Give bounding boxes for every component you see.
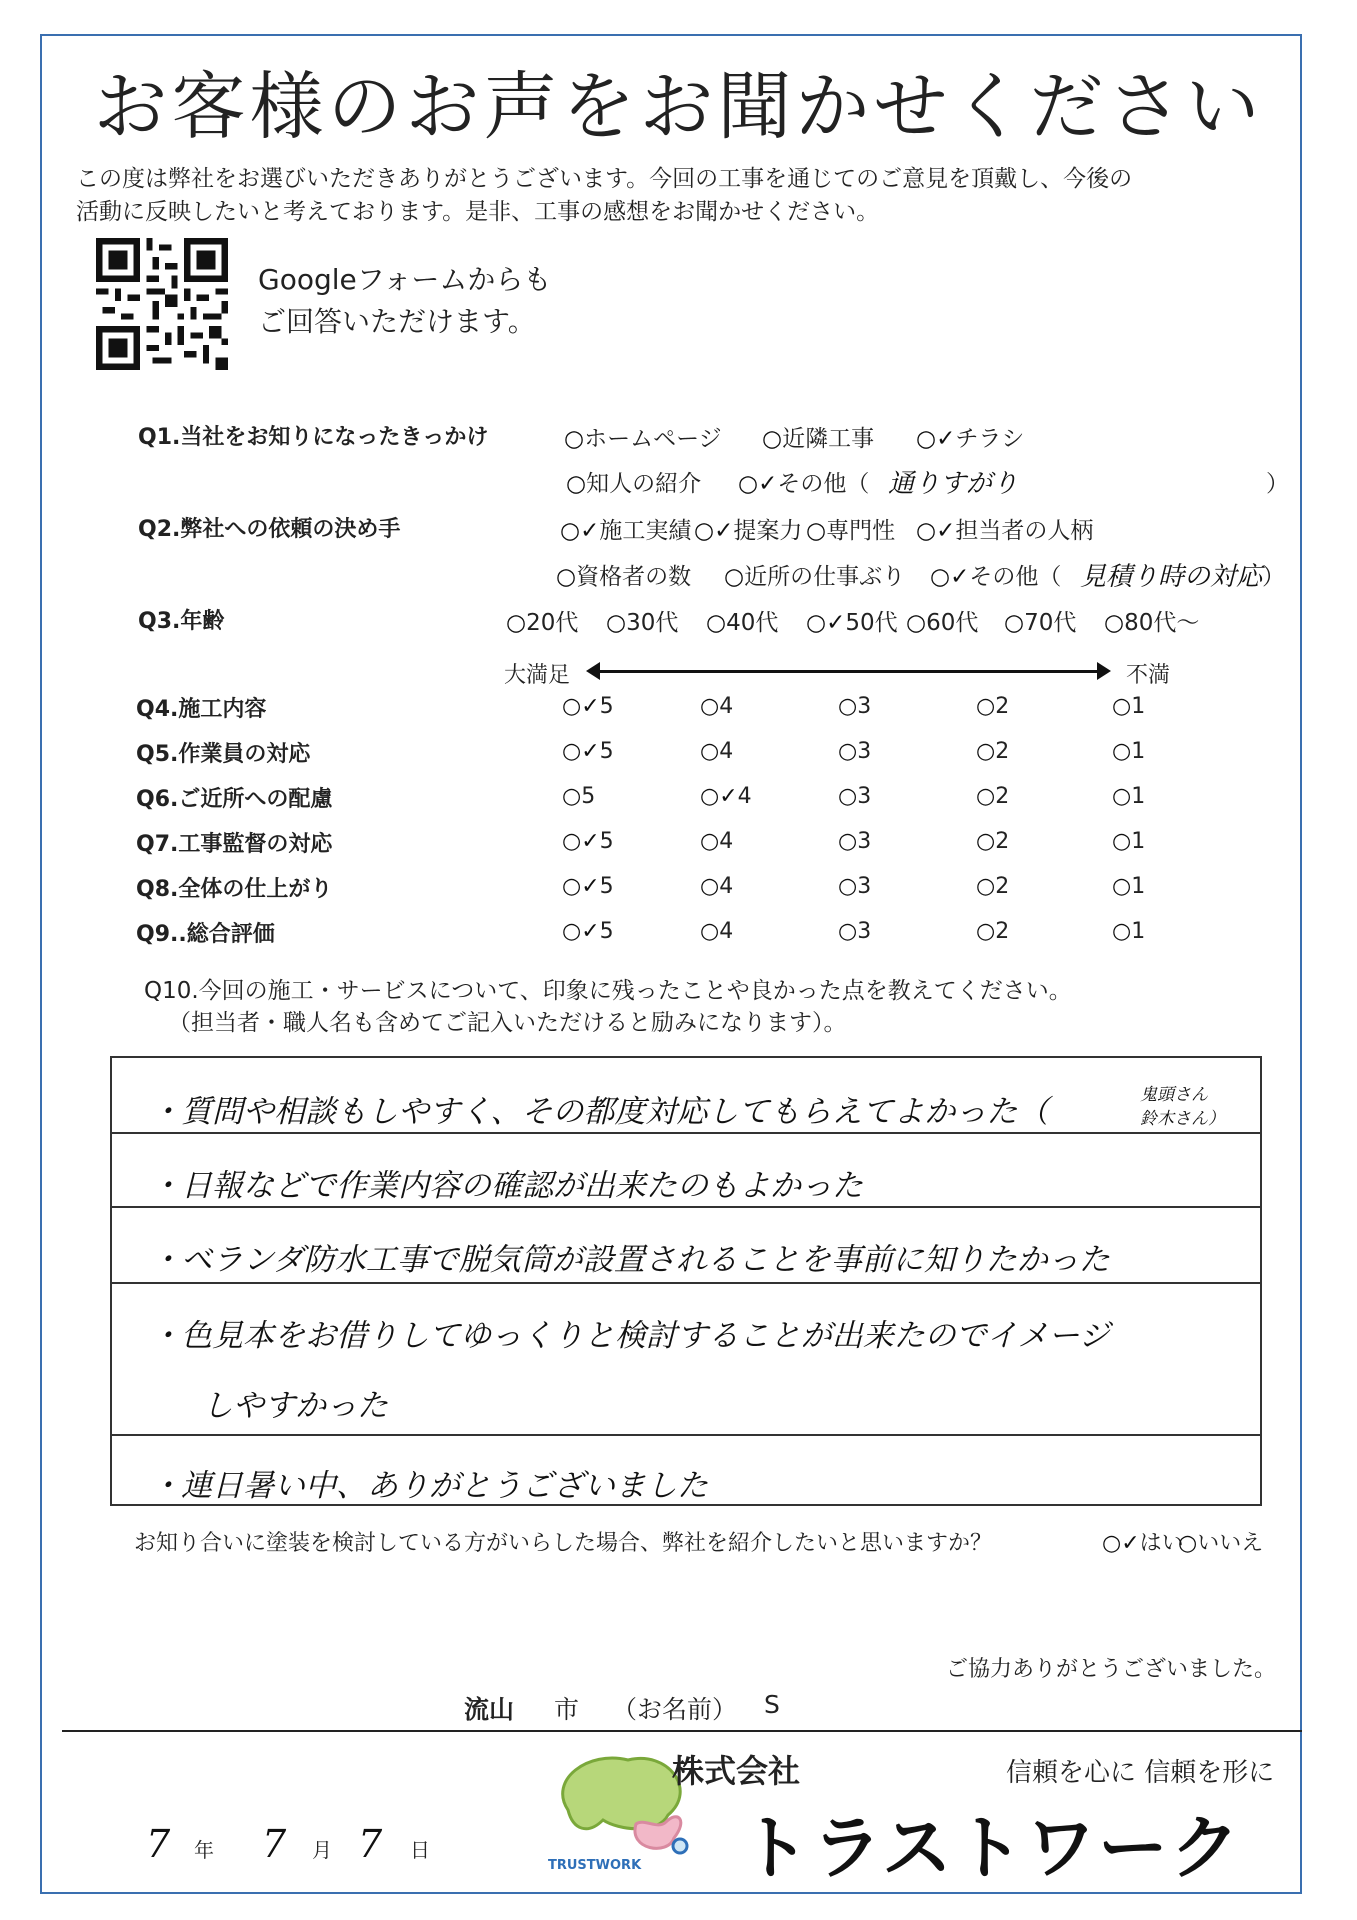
rating-option[interactable] — [838, 829, 871, 854]
rating-option[interactable] — [976, 829, 1009, 854]
answer-line: ・色見本をお借りしてゆっくりと検討することが出来たのでイメージ — [150, 1318, 1110, 1354]
rating-value: 2 — [995, 784, 1010, 809]
rating-mark: ○ — [700, 739, 720, 764]
q1-label: Q1.当社をお知りになったきっかけ — [138, 425, 489, 450]
q2-option[interactable]: ○専門性 — [806, 518, 896, 544]
date-year[interactable]: 7 — [146, 1822, 171, 1866]
q2-mark: ○ — [556, 564, 577, 590]
q1-option[interactable]: ○✓チラシ — [916, 426, 1025, 452]
rating-value: 5 — [599, 694, 614, 719]
q1-option[interactable]: ○近隣工事 — [762, 426, 875, 452]
rating-mark: ○ — [700, 829, 720, 854]
rating-mark: ○ — [838, 919, 858, 944]
rating-value: 4 — [737, 784, 752, 809]
rating-value: 1 — [1131, 829, 1146, 854]
rating-mark: ○✓ — [700, 784, 738, 809]
rating-option[interactable] — [838, 694, 871, 719]
rating-value: 4 — [719, 739, 734, 764]
q2-label: Q2.弊社への依頼の決め手 — [138, 517, 401, 542]
rating-value: 2 — [995, 919, 1010, 944]
rating-mark: ○ — [1112, 829, 1132, 854]
rating-value: 3 — [857, 919, 872, 944]
rating-option[interactable] — [976, 694, 1009, 719]
date-day-unit: 日 — [410, 1838, 430, 1862]
q10-question: Q10.今回の施工・サービスについて、印象に残ったことや良かった点を教えてください。 — [144, 978, 1072, 1004]
q3-option[interactable]: ○20代 — [506, 610, 579, 636]
scale-left-label: 大満足 — [504, 663, 571, 688]
rating-value: 4 — [719, 919, 734, 944]
rating-value: 2 — [995, 739, 1010, 764]
brand-kabushiki: 株式会社 — [672, 1752, 801, 1790]
rating-mark: ○ — [700, 694, 720, 719]
rating-option[interactable] — [838, 739, 871, 764]
q3-mark: ○ — [1004, 610, 1025, 636]
rating-option[interactable] — [562, 874, 614, 899]
rating-value: 1 — [1131, 784, 1146, 809]
q1-mark: ○✓ — [916, 426, 956, 452]
rating-option[interactable] — [562, 919, 614, 944]
q2-option[interactable]: ○✓その他（ — [930, 564, 1062, 590]
answer-line: ・ベランダ防水工事で脱気筒が設置されることを事前に知りたかった — [150, 1242, 1110, 1278]
date-month-unit: 月 — [312, 1838, 332, 1862]
rating-option[interactable] — [838, 784, 871, 809]
rating-value: 4 — [719, 694, 734, 719]
q2-mark: ○✓ — [916, 518, 956, 544]
q3-mark: ○ — [1104, 610, 1125, 636]
q2-option[interactable]: ○✓担当者の人柄 — [916, 518, 1094, 544]
q1-mark: ○✓ — [738, 471, 778, 497]
rating-mark: ○ — [1112, 739, 1132, 764]
page-title: お客様のお声をお聞かせください — [93, 64, 1264, 150]
q2-option[interactable]: ○資格者の数 — [556, 564, 692, 590]
q1-option[interactable]: ○✓その他（ — [738, 471, 870, 497]
rating-option[interactable] — [1112, 874, 1145, 899]
answer-rule — [112, 1434, 1260, 1436]
rating-label: Q6.ご近所への配慮 — [136, 787, 333, 812]
q2-other-text[interactable]: 見積り時の対応 — [1080, 562, 1263, 592]
q3-option[interactable]: ○60代 — [906, 610, 979, 636]
referral-yes-mark: ○✓ — [1102, 1531, 1140, 1556]
q2-option[interactable]: ○近所の仕事ぶり — [724, 564, 906, 590]
rating-mark: ○ — [976, 829, 996, 854]
q3-label: Q3.年齢 — [138, 609, 225, 634]
brand-name: トラストワーク — [740, 1807, 1242, 1889]
rating-value: 5 — [599, 874, 614, 899]
q1-other-text[interactable]: 通りすがり — [888, 469, 1019, 499]
rating-mark: ○ — [976, 784, 996, 809]
rating-option[interactable] — [700, 829, 733, 854]
rating-value: 5 — [581, 784, 596, 809]
q3-mark: ○✓ — [806, 610, 846, 636]
customer-name[interactable]: S — [764, 1690, 780, 1719]
intro-line-2: 活動に反映したいと考えております。是非、工事の感想をお聞かせください。 — [76, 199, 880, 225]
referral-no-option[interactable]: ○いいえ — [1178, 1531, 1264, 1556]
qr-caption-line-1: Googleフォームからも — [258, 263, 552, 296]
rating-mark: ○ — [1112, 919, 1132, 944]
rating-value: 4 — [719, 874, 734, 899]
rating-label: Q9..総合評価 — [136, 922, 275, 947]
rating-option[interactable] — [1112, 919, 1145, 944]
answer-line: ・連日暑い中、ありがとうございました — [150, 1468, 708, 1504]
answer-rule — [112, 1132, 1260, 1134]
answer-names-top: 鬼頭さん — [1140, 1085, 1208, 1105]
rating-value: 1 — [1131, 694, 1146, 719]
q3-option[interactable]: ○30代 — [606, 610, 679, 636]
rating-option[interactable] — [700, 874, 733, 899]
rating-mark: ○ — [976, 694, 996, 719]
scale-right-label: 不満 — [1126, 663, 1171, 688]
q10-note: （担当者・職人名も含めてご記入いただけると励みになります）。 — [168, 1010, 847, 1036]
q2-close-paren: ） — [1262, 564, 1285, 590]
rating-label: Q8.全体の仕上がり — [136, 877, 333, 902]
rating-value: 3 — [857, 739, 872, 764]
rating-option[interactable] — [976, 784, 1009, 809]
rating-option[interactable] — [562, 739, 614, 764]
rating-value: 3 — [857, 784, 872, 809]
answer-line: しやすかった — [202, 1388, 388, 1424]
answer-line: ・質問や相談もしやすく、その都度対応してもらえてよかった（ — [150, 1094, 1049, 1130]
footer-rule — [62, 1730, 1302, 1732]
rating-value: 1 — [1131, 919, 1146, 944]
rating-mark: ○✓ — [562, 829, 600, 854]
q1-mark: ○ — [762, 426, 783, 452]
q1-mark: ○ — [566, 471, 587, 497]
rating-mark: ○ — [838, 874, 858, 899]
rating-option[interactable] — [700, 694, 733, 719]
thanks-text: ご協力ありがとうございました。 — [946, 1657, 1277, 1682]
intro-line-1: この度は弊社をお選びいただきありがとうございます。今回の工事を通じてのご意見を頂戴し、今後の — [76, 166, 1133, 192]
rating-mark: ○ — [976, 739, 996, 764]
rating-option[interactable] — [1112, 694, 1145, 719]
rating-value: 4 — [719, 829, 734, 854]
arrow-right-icon — [1097, 662, 1111, 680]
referral-question: お知り合いに塗装を検討している方がいらした場合、弊社を紹介したいと思いますか？ — [134, 1531, 993, 1556]
referral-no-mark: ○ — [1178, 1531, 1198, 1556]
rating-option[interactable] — [838, 874, 871, 899]
q2-mark: ○ — [806, 518, 827, 544]
rating-value: 3 — [857, 874, 872, 899]
q3-option[interactable]: ○70代 — [1004, 610, 1077, 636]
q1-mark: ○ — [564, 426, 585, 452]
answer-rule — [112, 1282, 1260, 1284]
brand-subtitle: TRUSTWORK — [548, 1858, 642, 1873]
date-month[interactable]: 7 — [262, 1822, 287, 1866]
rating-option[interactable] — [562, 829, 614, 854]
rating-mark: ○✓ — [562, 919, 600, 944]
date-year-unit: 年 — [194, 1838, 214, 1862]
q1-close-paren: ） — [1266, 471, 1289, 497]
rating-mark: ○ — [838, 784, 858, 809]
answer-rule — [112, 1206, 1260, 1208]
q2-option[interactable]: ○✓施工実績 — [560, 518, 692, 544]
scale-arrow — [597, 670, 1097, 673]
rating-value: 2 — [995, 694, 1010, 719]
rating-mark: ○ — [976, 919, 996, 944]
rating-mark: ○✓ — [562, 739, 600, 764]
rating-value: 5 — [599, 739, 614, 764]
q2-option[interactable]: ○✓提案力 — [694, 518, 803, 544]
q3-mark: ○ — [506, 610, 527, 636]
rating-value: 1 — [1131, 874, 1146, 899]
name-label: （お名前） — [612, 1695, 738, 1724]
rating-value: 1 — [1131, 739, 1146, 764]
rating-label: Q5.作業員の対応 — [136, 742, 311, 767]
rating-value: 5 — [599, 919, 614, 944]
rating-mark: ○✓ — [562, 694, 600, 719]
referral-yes-option[interactable]: ○✓はい — [1102, 1531, 1184, 1556]
rating-label: Q4.施工内容 — [136, 697, 267, 722]
rating-mark: ○✓ — [562, 874, 600, 899]
city-name: 流山 — [464, 1695, 515, 1724]
rating-option[interactable] — [1112, 784, 1145, 809]
q2-mark: ○ — [724, 564, 745, 590]
qr-code-icon[interactable] — [96, 238, 228, 370]
rating-label: Q7.工事監督の対応 — [136, 832, 333, 857]
q3-option[interactable]: ○40代 — [706, 610, 779, 636]
city-suffix: 市 — [554, 1695, 580, 1724]
qr-caption-line-2: ご回答いただけます。 — [258, 305, 536, 338]
q1-option[interactable]: ○知人の紹介 — [566, 471, 702, 497]
rating-mark: ○ — [838, 829, 858, 854]
rating-mark: ○ — [700, 919, 720, 944]
rating-value: 3 — [857, 694, 872, 719]
answer-names-bottom: 鈴木さん） — [1140, 1109, 1225, 1129]
rating-mark: ○ — [562, 784, 582, 809]
brand-slogan: 信頼を心に 信頼を形に — [1006, 1758, 1275, 1788]
page-frame — [40, 34, 1302, 1894]
answer-line: ・日報などで作業内容の確認が出来たのもよかった — [150, 1168, 863, 1204]
q2-mark: ○✓ — [694, 518, 734, 544]
rating-option[interactable] — [700, 919, 733, 944]
rating-option[interactable] — [1112, 829, 1145, 854]
rating-value: 5 — [599, 829, 614, 854]
rating-option[interactable] — [700, 784, 752, 809]
rating-mark: ○ — [838, 739, 858, 764]
q3-option[interactable]: ○80代～ — [1104, 610, 1200, 636]
rating-mark: ○ — [700, 874, 720, 899]
rating-mark: ○ — [1112, 784, 1132, 809]
rating-option[interactable] — [1112, 739, 1145, 764]
rating-option[interactable] — [562, 784, 595, 809]
q1-option[interactable]: ○ホームページ — [564, 426, 722, 452]
rating-option[interactable] — [976, 919, 1009, 944]
rating-value: 2 — [995, 874, 1010, 899]
q3-mark: ○ — [706, 610, 727, 636]
rating-mark: ○ — [1112, 694, 1132, 719]
rating-option[interactable] — [562, 694, 614, 719]
rating-option[interactable] — [838, 919, 871, 944]
rating-value: 2 — [995, 829, 1010, 854]
rating-option[interactable] — [700, 739, 733, 764]
rating-option[interactable] — [976, 739, 1009, 764]
q2-mark: ○✓ — [560, 518, 600, 544]
rating-value: 3 — [857, 829, 872, 854]
q2-mark: ○✓ — [930, 564, 970, 590]
q3-mark: ○ — [606, 610, 627, 636]
rating-mark: ○ — [838, 694, 858, 719]
q3-mark: ○ — [906, 610, 927, 636]
rating-mark: ○ — [1112, 874, 1132, 899]
rating-mark: ○ — [976, 874, 996, 899]
rating-option[interactable] — [976, 874, 1009, 899]
date-day[interactable]: 7 — [358, 1822, 383, 1866]
q3-option[interactable]: ○✓50代 — [806, 610, 898, 636]
